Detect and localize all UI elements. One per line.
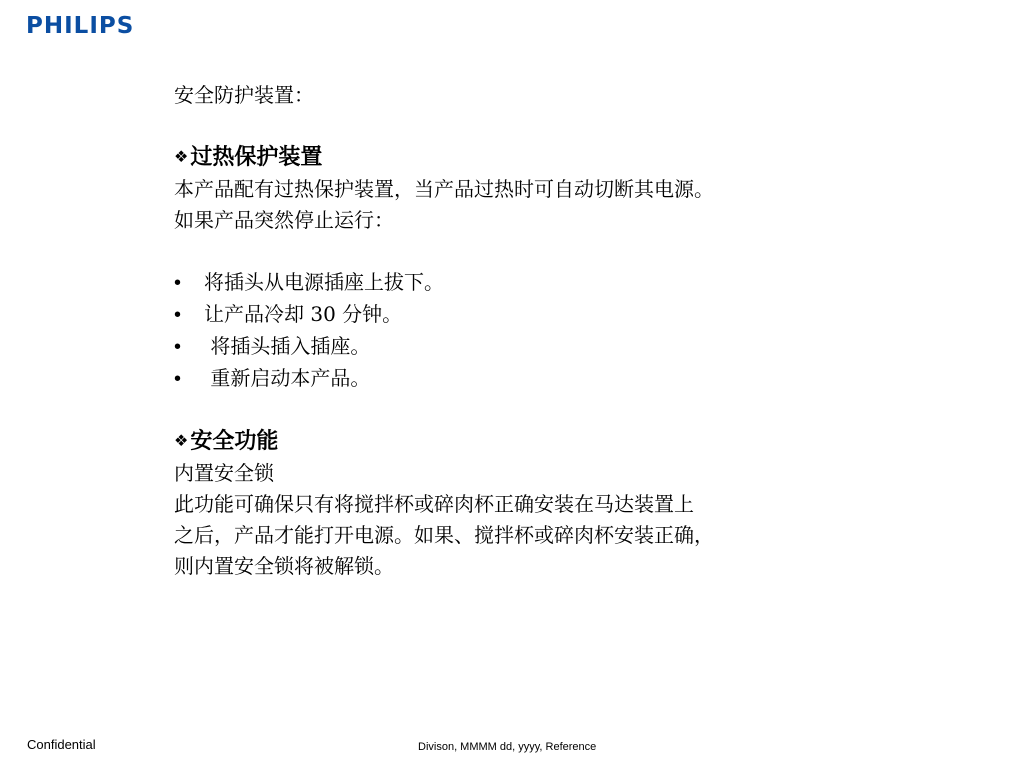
overheat-description-line-2: 如果产品突然停止运行： bbox=[174, 208, 394, 232]
step-text: 将插头插入插座。 bbox=[204, 334, 371, 358]
spacer bbox=[174, 395, 874, 426]
step-item bbox=[174, 331, 874, 363]
footer-reference: Divison, MMMM dd, yyyy, Reference bbox=[418, 741, 597, 753]
diamond-bullet-icon: ❖ bbox=[174, 431, 189, 450]
step-text: 让产品冷却 30 分钟。 bbox=[204, 302, 403, 326]
philips-logo: PHILIPS bbox=[26, 13, 135, 39]
bullet-icon: • bbox=[174, 304, 182, 326]
spacer bbox=[174, 236, 874, 267]
spacer bbox=[174, 111, 874, 142]
safety-heading bbox=[174, 426, 874, 458]
step-item bbox=[174, 267, 874, 299]
safety-subtitle: 内置安全锁 bbox=[174, 461, 274, 485]
footer-confidential: Confidential bbox=[27, 737, 96, 752]
safety-description-line-1: 此功能可确保只有将搅拌杯或碎肉杯正确安装在马达装置上 bbox=[174, 492, 694, 516]
overheat-heading-text: 过热保护装置 bbox=[190, 144, 323, 170]
diamond-bullet-icon: ❖ bbox=[174, 147, 189, 166]
step-text: 重新启动本产品。 bbox=[204, 366, 371, 390]
safety-description-line-3: 则内置安全锁将被解锁。 bbox=[174, 554, 394, 578]
overheat-heading bbox=[174, 142, 874, 174]
bullet-icon: • bbox=[174, 368, 182, 390]
slide-content bbox=[174, 80, 874, 582]
step-item bbox=[174, 363, 874, 395]
overheat-description-line-1: 本产品配有过热保护装置，当产品过热时可自动切断其电源。 bbox=[174, 177, 714, 201]
safety-description-line-2: 之后，产品才能打开电源。如果、搅拌杯或碎肉杯安装正确， bbox=[174, 523, 714, 547]
bullet-icon: • bbox=[174, 272, 182, 294]
step-text: 将插头从电源插座上拔下。 bbox=[204, 270, 444, 294]
bullet-icon: • bbox=[174, 336, 182, 358]
safety-heading-text: 安全功能 bbox=[190, 428, 279, 454]
section-title: 安全防护装置： bbox=[174, 83, 314, 107]
step-item bbox=[174, 299, 874, 331]
